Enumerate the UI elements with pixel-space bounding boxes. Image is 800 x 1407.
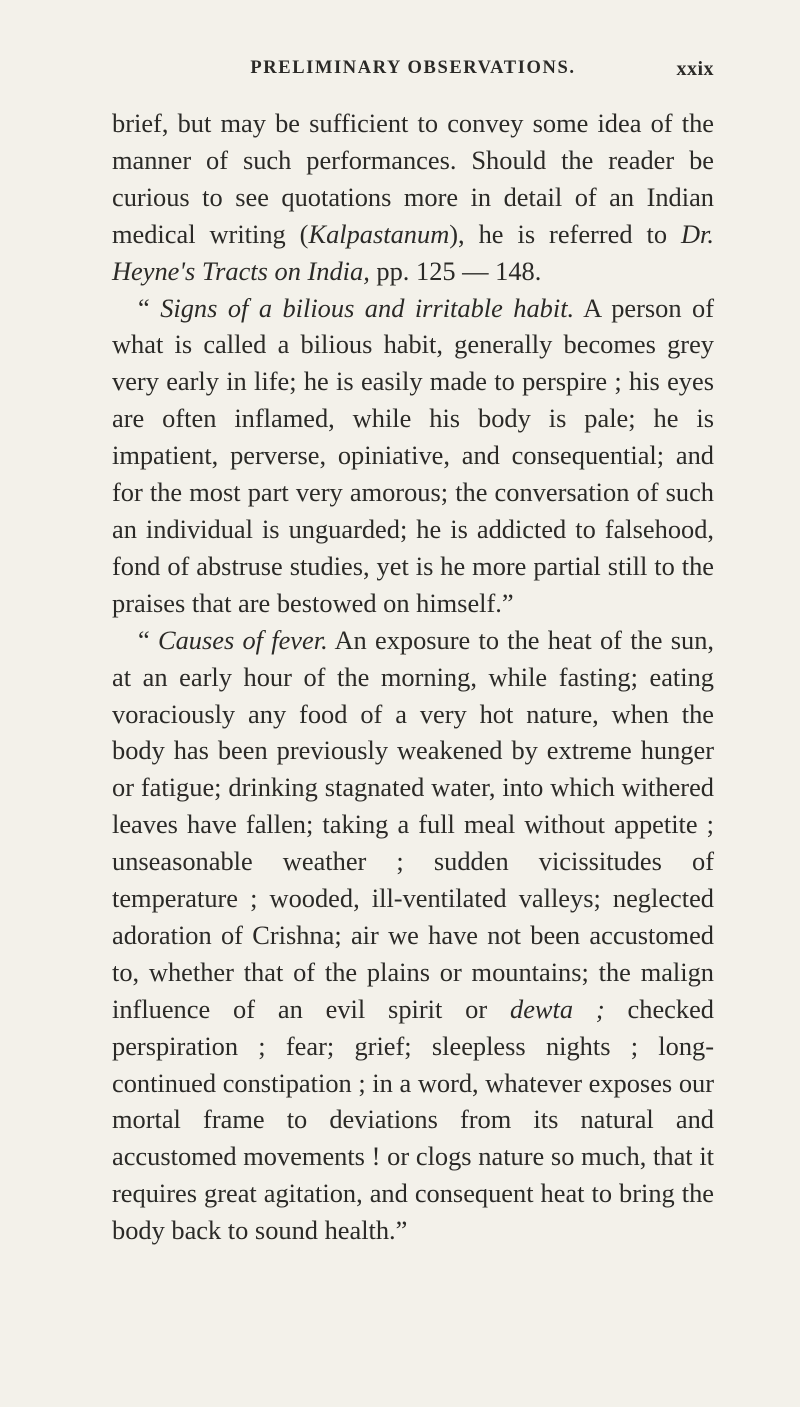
text-run: checked perspiration ; fear; grief; sleepless nights ; long-continued constipation ; in a word, whatever exposes our mortal frame to deviations from its natural and accustomed movements ! or clogs nature so much, that it requires great agitation, and consequent heat to bring the body back to sound health.” (112, 993, 714, 1246)
running-head-title: PRELIMINARY OBSERVATIONS. (250, 58, 576, 78)
section-heading: Causes of fever. (157, 624, 328, 655)
text-run: An exposure to the heat of the sun, at an early hour of the morning, while fasting; eating voraciously any food of a very hot nature, when the body has been previously weakened by extreme hunger or fatigue; drinking stagnated water, into which withered leaves have fallen; taking a full meal without appetite ; unseasonable weather ; sudden vicissitudes of temperature ; wooded, ill-ventilated valleys; neglected adoration of Crishna; air we have not been accustomed to, whether that of the plains or mountains; the malign influence of an evil spirit or (112, 624, 714, 1024)
text-run: “ (138, 624, 158, 655)
text-run: brief, but may be sufficient to convey some idea of the manner of such performances. Should the reader be curious to see quotations more in detail of an Indian medical writing ( (112, 108, 714, 249)
paragraph-causes-of-fever (112, 622, 714, 1249)
page-number: xxix (676, 58, 714, 80)
body-text (112, 105, 714, 1249)
italic-term: dewta ; (510, 993, 605, 1024)
text-run: pp. 125 — 148. (369, 255, 542, 286)
running-head (112, 58, 714, 88)
paragraph-bilious-habit (112, 290, 714, 622)
section-heading: Signs of a bilious and irritable habit. (160, 292, 575, 323)
text-run: ), he is referred to (449, 218, 681, 249)
text-run: “ (138, 292, 161, 323)
italic-term: Kalpastanum (308, 218, 450, 249)
italic-citation: Dr. Heyne's Tracts on India, (112, 218, 715, 286)
text-run: A person of what is called a bilious habit, generally becomes grey very early in life; he is easily made to perspire ; his eyes are often inflamed, while his body is pale; he is impatient, perverse, opiniative, and consequential; and for the most part very amorous; the conversation of such an individual is unguarded; he is addicted to falsehood, fond of abstruse studies, yet is he more partial still to the praises that are bestowed on himself.” (112, 292, 715, 618)
paragraph-intro (112, 105, 714, 290)
